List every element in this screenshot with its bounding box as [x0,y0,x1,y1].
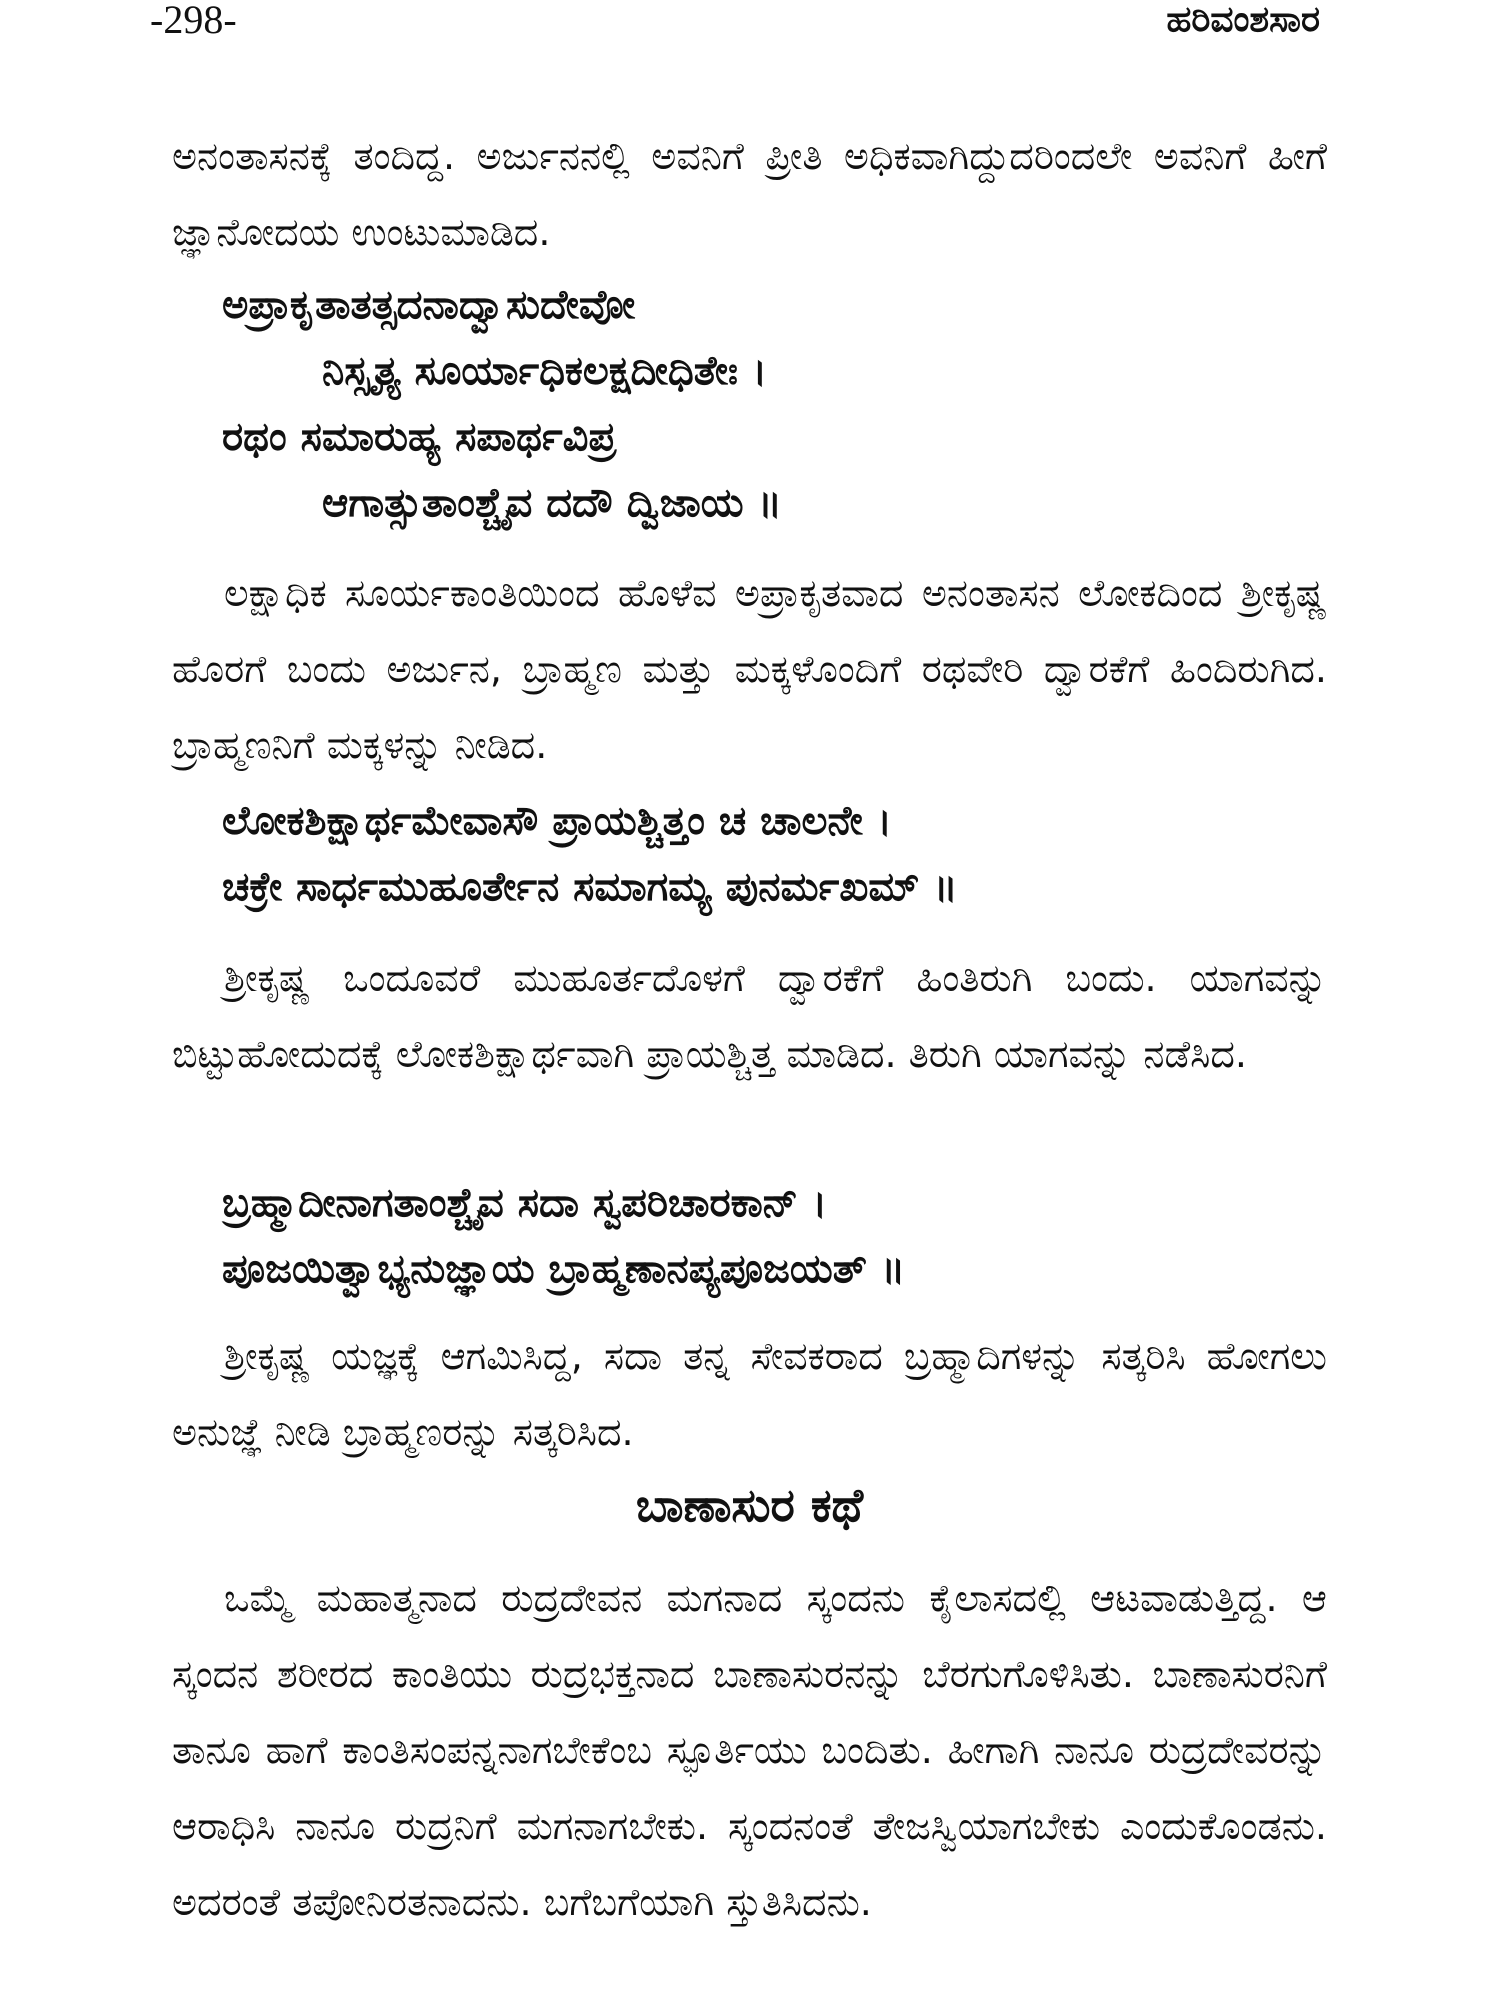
verse-line: ಚಕ್ರೇ ಸಾರ್ಧಮುಹೂರ್ತೇನ ಸಮಾಗಮ್ಯ ಪುನರ್ಮಖಮ್ ॥ [222,864,958,910]
verse-line: ಪೂಜಯಿತ್ವಾಭ್ಯನುಜ್ಞಾಯ ಬ್ರಾಹ್ಮಣಾನಪ್ಯಪೂಜಯತ್ ॥ [222,1246,906,1292]
paragraph-5: ಒಮ್ಮೆ ಮಹಾತ್ಮನಾದ ರುದ್ರದೇವನ ಮಗನಾದ ಸ್ಕಂದನು ಕೈಲಾಸದಲ್ಲಿ ಆಟವಾಡುತ್ತಿದ್ದ. ಆ ಸ್ಕಂದನ ಶರೀರದ ಕಾಂತಿಯು ರುದ್ರಭಕ್ತನಾದ ಬಾಣಾಸುರನನ್ನು ಬೆರಗುಗೊಳಿಸಿತು. ಬಾಣಾಸುರನಿಗೆ ತಾನೂ ಹಾಗೆ ಕಾಂತಿಸಂಪನ್ನನಾಗಬೇಕೆಂಬ ಸ್ಫೂರ್ತಿಯು ಬಂದಿತು. ಹೀಗಾಗಿ ನಾನೂ ರುದ್ರದೇವರನ್ನು ಆರಾಧಿಸಿ ನಾನೂ ರುದ್ರನಿಗೆ ಮಗನಾಗಬೇಕು. ಸ್ಕಂದನಂತೆ ತೇಜಸ್ವಿಯಾಗಬೇಕು ಎಂದುಕೊಂಡನು. ಅದರಂತೆ ತಪೋನಿರತನಾದನು. ಬಗೆಬಗೆಯಾಗಿ ಸ್ತುತಿಸಿದನು. [172,1576,1327,1924]
verse-line: ಅಪ್ರಾಕೃತಾತತ್ಸದನಾದ್ವಾಸುದೇವೋ [222,282,636,328]
paragraph-3: ಶ್ರೀಕೃಷ್ಣ ಒಂದೂವರೆ ಮುಹೂರ್ತದೊಳಗೆ ದ್ವಾರಕೆಗೆ ಹಿಂತಿರುಗಿ ಬಂದು. ಯಾಗವನ್ನು ಬಿಟ್ಟುಹೋದುದಕ್ಕೆ ಲೋಕಶಿಕ್ಷಾರ್ಥವಾಗಿ ಪ್ರಾಯಶ್ಚಿತ್ತ ಮಾಡಿದ. ತಿರುಗಿ ಯಾಗವನ್ನು ನಡೆಸಿದ. [172,956,1327,1076]
verse-line: ರಥಂ ಸಮಾರುಹ್ಯ ಸಪಾರ್ಥವಿಪ್ರ [222,414,616,460]
verse-line: ನಿಸ್ಸೃತ್ಯ ಸೂರ್ಯಾಧಿಕಲಕ್ಷದೀಧಿತೇಃ । [322,348,768,394]
page-number: -298- [150,0,237,42]
paragraph-1: ಅನಂತಾಸನಕ್ಕೆ ತಂದಿದ್ದ. ಅರ್ಜುನನಲ್ಲಿ ಅವನಿಗೆ ಪ್ರೀತಿ ಅಧಿಕವಾಗಿದ್ದುದರಿಂದಲೇ ಅವನಿಗೆ ಹೀಗೆ ಜ್ಞಾನೋದಯ ಉಂಟುಮಾಡಿದ. [172,134,1327,254]
paragraph-4: ಶ್ರೀಕೃಷ್ಣ ಯಜ್ಞಕ್ಕೆ ಆಗಮಿಸಿದ್ದ, ಸದಾ ತನ್ನ ಸೇವಕರಾದ ಬ್ರಹ್ಮಾದಿಗಳನ್ನು ಸತ್ಕರಿಸಿ ಹೋಗಲು ಅನುಜ್ಞೆ ನೀಡಿ ಬ್ರಾಹ್ಮಣರನ್ನು ಸತ್ಕರಿಸಿದ. [172,1334,1327,1454]
verse-line: ಆಗಾತ್ಸುತಾಂಶ್ಚೈವ ದದೌ ದ್ವಿಜಾಯ ॥ [322,480,782,526]
verse-2 [222,788,1322,920]
verse-line: ಲೋಕಶಿಕ್ಷಾರ್ಥಮೇವಾಸೌ ಪ್ರಾಯಶ್ಚಿತ್ತಂ ಚ ಚಾಲನೇ । [222,798,892,844]
verse-line: ಬ್ರಹ್ಮಾದೀನಾಗತಾಂಶ್ಚೈವ ಸದಾ ಸ್ವಪರಿಚಾರಕಾನ್ । [222,1180,828,1226]
page-header [150,0,1320,60]
running-title: ಹರಿವಂಶಸಾರ [1166,0,1320,40]
verse-3 [222,1170,1322,1302]
paragraph-2: ಲಕ್ಷಾಧಿಕ ಸೂರ್ಯಕಾಂತಿಯಿಂದ ಹೊಳೆವ ಅಪ್ರಾಕೃತವಾದ ಅನಂತಾಸನ ಲೋಕದಿಂದ ಶ್ರೀಕೃಷ್ಣ ಹೊರಗೆ ಬಂದು ಅರ್ಜುನ, ಬ್ರಾಹ್ಮಣ ಮತ್ತು ಮಕ್ಕಳೊಂದಿಗೆ ರಥವೇರಿ ದ್ವಾರಕೆಗೆ ಹಿಂದಿರುಗಿದ. ಬ್ರಾಹ್ಮಣನಿಗೆ ಮಕ್ಕಳನ್ನು ನೀಡಿದ. [172,571,1327,767]
verse-1 [222,272,1322,536]
section-heading: ಬಾಣಾಸುರ ಕಥೆ [635,1478,864,1532]
